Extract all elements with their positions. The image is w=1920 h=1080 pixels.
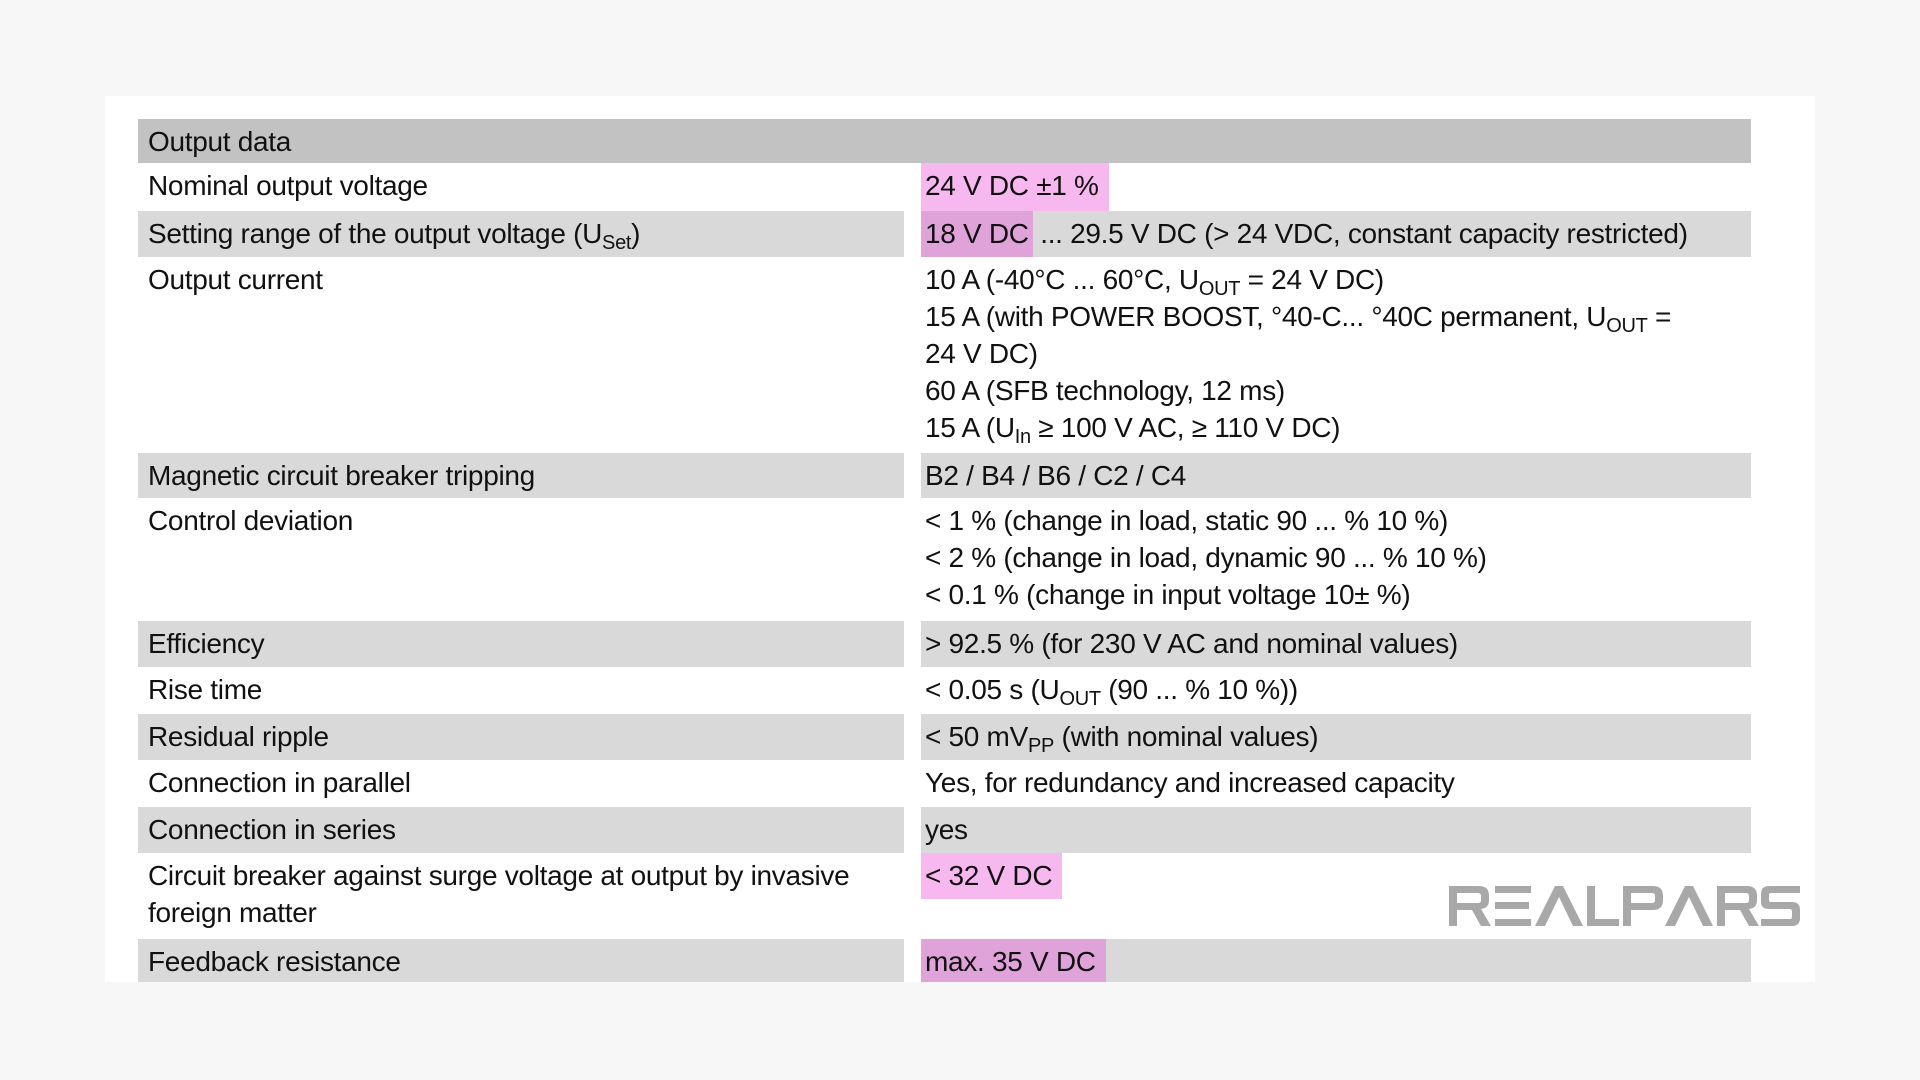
section-header-title: Output data (138, 119, 1751, 163)
label-text: Setting range of the output voltage (U (148, 218, 603, 249)
value-line: 60 A (SFB technology, 12 ms) (925, 375, 1285, 406)
value-line: < 2 % (change in load, dynamic 90 ... % 10 %) (925, 542, 1487, 573)
section-header-row (138, 119, 1751, 163)
highlighted-value: max. 35 V DC (921, 939, 1106, 982)
table-row-efficiency (138, 621, 1751, 667)
row-value (921, 939, 1751, 982)
value-line: 15 A ($U_{In} \ge 100$ V AC, ≥ 110 V DC) (925, 412, 1341, 448)
table-row-control-deviation (138, 498, 1751, 621)
value-line: 24 V DC) (925, 338, 1038, 369)
row-label: Efficiency (138, 621, 904, 667)
row-label: Feedback resistance (138, 939, 904, 982)
row-label (138, 211, 904, 257)
label-subscript: Set (602, 232, 632, 254)
row-label: Control deviation (148, 505, 354, 536)
row-label: Rise time (148, 674, 262, 705)
row-value: B2 / B4 / B6 / C2 / C4 (921, 453, 1751, 498)
row-value: yes (921, 807, 1751, 853)
row-value: > 92.5 % (for 230 V AC and nominal values) (921, 621, 1751, 667)
label-line: Circuit breaker against surge voltage at output by invasive (148, 860, 850, 891)
row-value: < 0.05 s ($U_{OUT}$ (90 ... % 10 %)) (925, 674, 1298, 710)
table-row-residual-ripple (138, 714, 1751, 760)
table-row-rise-time (138, 667, 1751, 714)
value-line: < 1 % (change in load, static 90 ... % 10 %) (925, 505, 1448, 536)
value-text: ... 29.5 V DC (> 24 VDC, constant capacity restricted) (1032, 218, 1688, 249)
table-row-feedback-resistance (138, 939, 1751, 982)
row-value: Yes, for redundancy and increased capacity (925, 767, 1455, 798)
label-line: foreign matter (148, 897, 317, 928)
row-label (138, 853, 928, 939)
highlighted-value: < 32 V DC (921, 853, 1062, 899)
value-line: 15 A (with POWER BOOST, °40-C... °40C permanent, $U_{OUT}$ = (925, 301, 1672, 337)
row-label: Magnetic circuit breaker tripping (138, 453, 904, 498)
table-row-connection-series (138, 807, 1751, 853)
row-label: Connection in series (138, 807, 904, 853)
value-line: 10 A (-40°C ... 60°C, $U_{OUT} = 24$ V DC) (925, 264, 1384, 300)
row-label: Residual ripple (138, 714, 904, 760)
table-row-output-current (138, 257, 1751, 453)
row-value: < 50 $mV_{PP}$ (with nominal values) (921, 714, 1751, 760)
row-label: Connection in parallel (148, 767, 411, 798)
label-suffix: ) (631, 218, 641, 249)
row-value (921, 498, 1751, 621)
table-row-connection-parallel (138, 760, 1751, 807)
highlighted-value: 24 V DC ±1 % (921, 163, 1109, 211)
row-value (921, 257, 1751, 453)
table-row-setting-range (138, 211, 1751, 257)
table-row-nominal-output-voltage (138, 163, 1751, 211)
row-value (921, 163, 1751, 211)
row-value (921, 211, 1751, 257)
highlighted-value: 18 V DC (921, 211, 1033, 257)
value-line: < 0.1 % (change in input voltage 10± %) (925, 579, 1411, 610)
table-row-magnetic-circuit-breaker (138, 453, 1751, 498)
row-label: Output current (148, 264, 323, 295)
realpars-logo (1449, 884, 1800, 928)
row-label: Nominal output voltage (148, 170, 428, 201)
